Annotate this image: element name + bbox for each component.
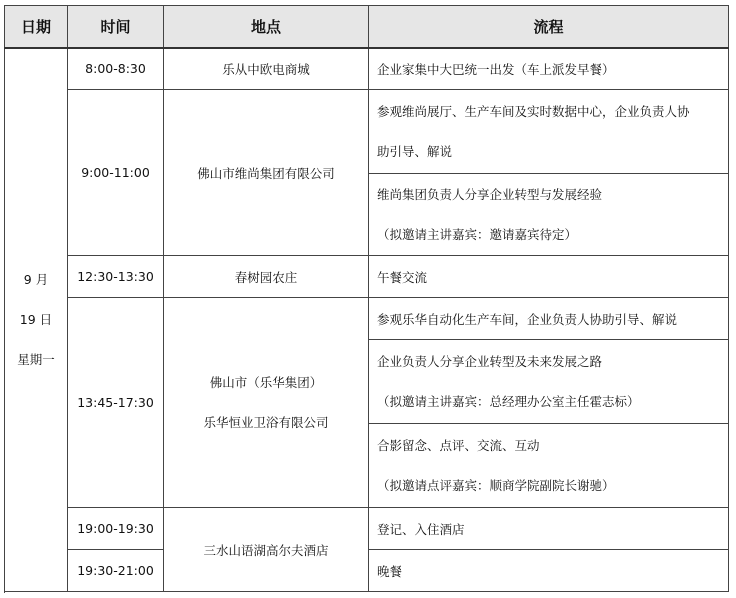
date-cell <box>5 48 68 592</box>
table-row <box>5 508 729 550</box>
process-cell: 午餐交流 <box>369 256 729 298</box>
time-cell: 12:30-13:30 <box>68 256 164 298</box>
time-cell: 13:45-17:30 <box>68 298 164 508</box>
time-cell: 19:30-21:00 <box>68 550 164 592</box>
schedule-table <box>4 5 729 592</box>
table-header-row <box>5 6 729 48</box>
process-cell <box>369 90 729 174</box>
time-cell: 8:00-8:30 <box>68 48 164 90</box>
location-cell <box>164 298 369 508</box>
process-line: 助引导、解说 <box>377 143 453 159</box>
process-cell: 晚餐 <box>369 550 729 592</box>
table-row <box>5 90 729 174</box>
date-month: 9 月 <box>23 271 49 287</box>
location-line: 乐华恒业卫浴有限公司 <box>203 414 329 430</box>
process-line: 企业负责人分享企业转型及未来发展之路 <box>377 353 603 369</box>
process-cell <box>369 174 729 256</box>
header-location: 地点 <box>164 6 369 48</box>
location-cell: 乐从中欧电商城 <box>164 48 369 90</box>
process-line: 合影留念、点评、交流、互动 <box>377 437 540 453</box>
header-date: 日期 <box>5 6 68 48</box>
time-cell: 19:00-19:30 <box>68 508 164 550</box>
process-cell <box>369 340 729 424</box>
process-line: （拟邀请点评嘉宾：顺商学院副院长谢驰） <box>377 477 615 493</box>
location-line: 佛山市（乐华集团） <box>209 374 323 390</box>
time-cell: 9:00-11:00 <box>68 90 164 256</box>
table-row <box>5 256 729 298</box>
date-day: 19 日 <box>19 311 53 327</box>
process-cell: 企业家集中大巴统一出发（车上派发早餐） <box>369 48 729 90</box>
process-cell: 登记、入住酒店 <box>369 508 729 550</box>
date-weekday: 星期一 <box>17 351 55 367</box>
location-cell: 春树园农庄 <box>164 256 369 298</box>
process-line: 维尚集团负责人分享企业转型与发展经验 <box>377 186 603 202</box>
process-line: （拟邀请主讲嘉宾：总经理办公室主任霍志标） <box>377 393 640 409</box>
header-process: 流程 <box>369 6 729 48</box>
process-cell <box>369 424 729 508</box>
header-time: 时间 <box>68 6 164 48</box>
process-cell: 参观乐华自动化生产车间，企业负责人协助引导、解说 <box>369 298 729 340</box>
table-row <box>5 298 729 340</box>
location-cell: 佛山市维尚集团有限公司 <box>164 90 369 256</box>
location-cell: 三水山语湖高尔夫酒店 <box>164 508 369 592</box>
table-row <box>5 48 729 90</box>
process-line: 参观维尚展厅、生产车间及实时数据中心，企业负责人协 <box>377 103 690 119</box>
process-line: （拟邀请主讲嘉宾：邀请嘉宾待定） <box>377 226 578 242</box>
